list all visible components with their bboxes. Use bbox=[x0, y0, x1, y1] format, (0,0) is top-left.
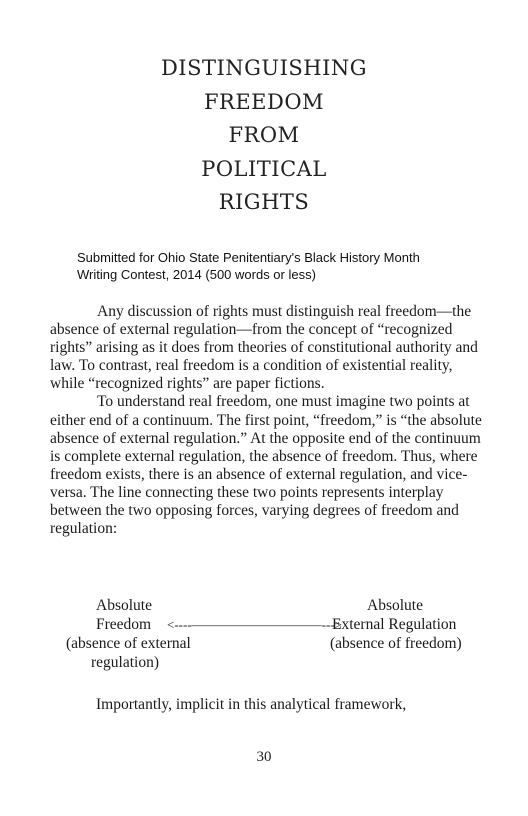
submission-note-line: Writing Contest, 2014 (500 words or less) bbox=[77, 267, 316, 282]
page-number: 30 bbox=[256, 749, 272, 765]
closing-line: Importantly, implicit in this analytical framework, bbox=[96, 696, 407, 713]
continuum-diagram bbox=[0, 596, 528, 676]
left-label-line: regulation) bbox=[91, 654, 160, 671]
left-label-line: Absolute bbox=[96, 597, 152, 614]
essay-body bbox=[50, 303, 482, 538]
essay-title bbox=[0, 52, 528, 220]
continuum-arrow: <----——————————---> bbox=[167, 617, 342, 632]
title-line: FROM bbox=[228, 123, 300, 147]
title-line: DISTINGUISHING bbox=[160, 56, 368, 80]
submission-note-line: Submitted for Ohio State Penitentiary's Black History Month bbox=[77, 250, 420, 265]
left-label-line: Freedom bbox=[96, 616, 152, 633]
submission-note bbox=[77, 249, 477, 283]
right-label-line: External Regulation bbox=[332, 616, 457, 633]
paragraph: To understand real freedom, one must imagine two points at either end of a continuum. The first point, “freedom,” is “the absolute absence of external regulation.” At the opposite end of the continuum is complete external regulation, the absence of freedom. Thus, where freedom exists, there is an absence of external regulation, and vice-versa. The line connecting these two points represents interplay between the two opposing forces, varying degrees of freedom and regulation: bbox=[50, 393, 482, 538]
title-line: POLITICAL bbox=[201, 156, 327, 181]
right-label-line: (absence of freedom) bbox=[330, 635, 462, 652]
right-label-line: Absolute bbox=[367, 597, 423, 614]
title-line: FREEDOM bbox=[203, 89, 325, 114]
title-line: RIGHTS bbox=[218, 190, 310, 214]
left-label-line: (absence of external bbox=[66, 635, 191, 652]
paragraph: Any discussion of rights must distinguish real freedom—the absence of external regulation—from the concept of “recognized rights” arising as it does from theories of constitutional authority and law. To contrast, real freedom is a condition of existential reality, while “recognized rights” are paper fictions. bbox=[50, 303, 478, 393]
